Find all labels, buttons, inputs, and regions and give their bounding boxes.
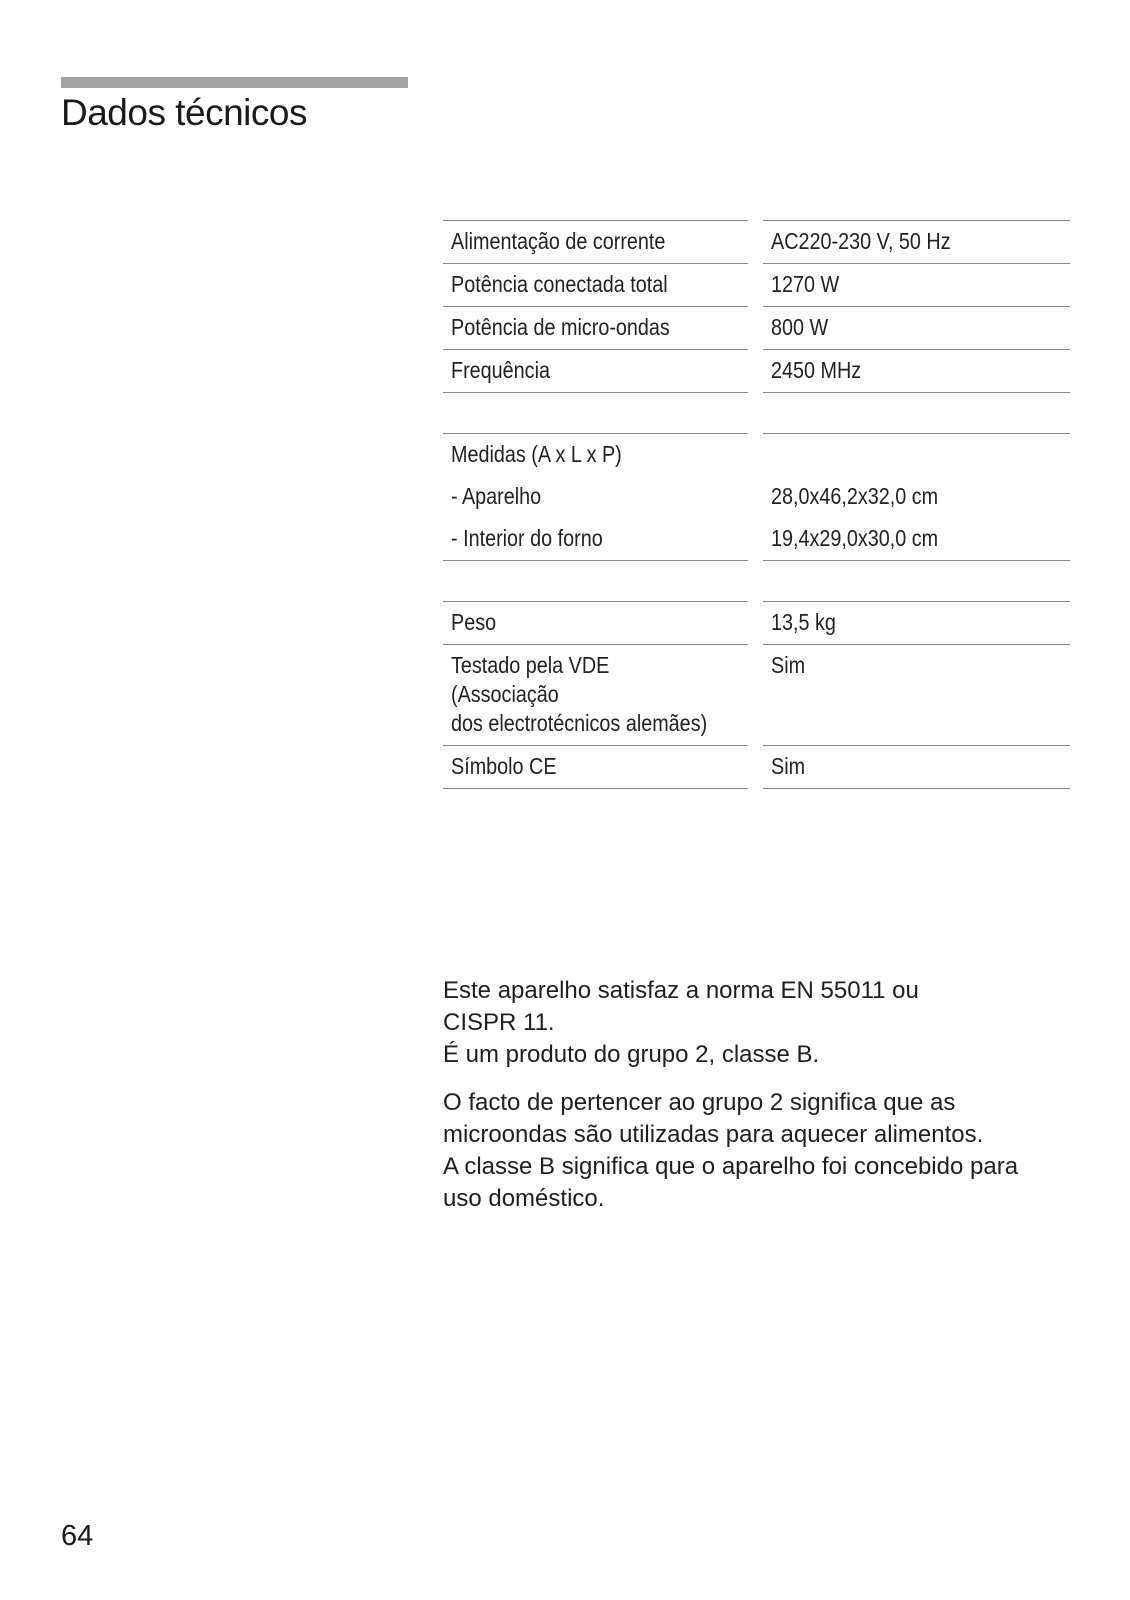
spec-value: Sim [763,746,1070,789]
spec-table [443,220,1070,789]
table-row [443,645,1070,746]
table-row [443,350,1070,393]
spec-value: 28,0x46,2x32,0 cm [771,483,939,509]
spec-label: Testado pela VDE (Associação dos electrotécnicos alemães) [443,645,748,746]
spec-label: Frequência [443,350,748,393]
spec-label: Potência conectada total [443,264,748,307]
spec-value: AC220-230 V, 50 Hz [763,220,1070,264]
spec-label: - Aparelho [451,483,542,509]
table-row [443,220,1070,264]
compliance-notes [443,975,1083,1231]
note-paragraph: O facto de pertencer ao grupo 2 significa que as microondas são utilizadas para aquecer alimentos. A classe B significa que o aparelho foi concebido para uso doméstico. [443,1089,1019,1212]
table-row [443,264,1070,307]
spec-value: 13,5 kg [763,602,1070,645]
spec-value: 19,4x29,0x30,0 cm [763,518,1070,561]
title-rule [61,77,408,88]
note-paragraph: Este aparelho satisfaz a norma EN 55011 ou CISPR 11. É um produto do grupo 2, classe B. [443,977,919,1068]
spec-value: 1270 W [763,264,1070,307]
table-row [443,476,1070,518]
table-spacer [443,561,1070,602]
spec-label: Potência de micro-ondas [443,307,748,350]
table-row [443,602,1070,645]
spec-label: Medidas (A x L x P) [451,441,622,467]
page-title: Dados técnicos [61,92,307,133]
table-spacer [443,393,1070,434]
spec-value: Sim [763,645,1070,746]
table-row [443,746,1070,789]
spec-label: Alimentação de corrente [443,220,748,264]
spec-label: - Interior do forno [443,518,748,561]
spec-label: Símbolo CE [443,746,748,789]
spec-value [763,434,1070,476]
table-row [443,518,1070,561]
page-number: 64 [61,1520,94,1552]
table-row [443,307,1070,350]
spec-label: Peso [443,602,748,645]
spec-value: 2450 MHz [763,350,1070,393]
table-row [443,434,1070,476]
spec-value: 800 W [763,307,1070,350]
